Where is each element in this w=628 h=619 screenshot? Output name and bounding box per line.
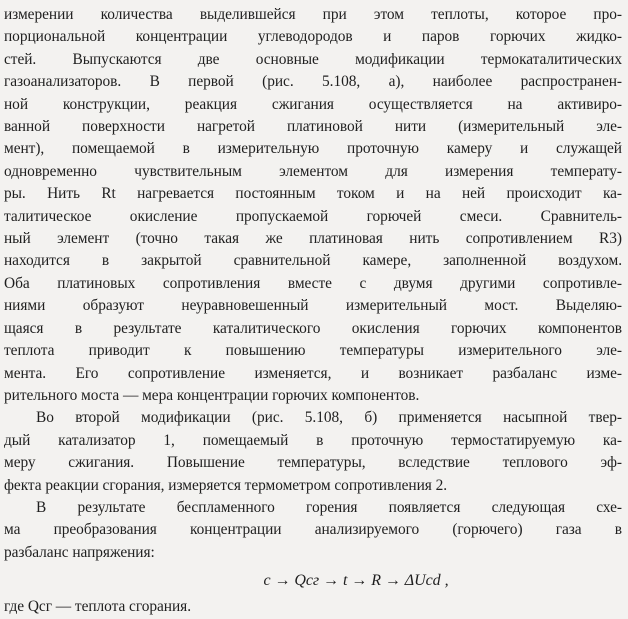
text-line: ма преобразования концентрации анализируемого (горючего) газа в: [4, 521, 622, 539]
text-line: одновременно чувствительным элементом для измерения температу-: [4, 162, 622, 180]
text-line: ный элемент (точно такая же платиновая нить сопротивлением R3): [4, 230, 622, 248]
body-text: [4, 4, 622, 619]
text-line: стей. Выпускаются две основные модификации термокаталитических: [4, 50, 622, 68]
text-line: В результате беспламенного горения появляется следующая схе-: [36, 498, 622, 516]
text-line: мент), помещаемой в измерительную проточную камеру и служащей: [4, 140, 622, 158]
text-line: рительного моста — мера концентрации горючих компонентов.: [4, 386, 420, 404]
text-line: теплота приводит к повышению температуры измерительного эле-: [4, 342, 622, 360]
text-line: ной конструкции, реакция сжигания осуществляется на активиро-: [4, 95, 622, 113]
text-line: фекта реакции сгорания, измеряется термометром сопротивления 2.: [4, 476, 448, 494]
text-line: разбаланс напряжения:: [4, 543, 155, 561]
text-line: щаяся в результате каталитического окисления горючих компонентов: [4, 319, 622, 337]
text-line: ванной поверхности нагретой платиновой нити (измерительный эле-: [4, 118, 622, 136]
text-line: Во второй модификации (рис. 5.108, б) применяется насыпной твер-: [36, 409, 622, 427]
text-line: измерении количества выделившейся при этом теплоты, которое про-: [4, 6, 622, 23]
formula-caption: где Qсг — теплота сгорания.: [4, 598, 191, 616]
text-line: Оба платиновых сопротивления вместе с двумя другими сопротивле-: [4, 274, 622, 292]
text-line: ры. Нить Rt нагревается постоянным током и на ней происходит ка-: [4, 185, 622, 203]
formula: c → Qсг → t → R → ΔUcd ,: [263, 572, 449, 590]
text-line: порциональной концентрации углеводородов и паров горючих жидко-: [4, 28, 622, 46]
text-line: мента. Его сопротивление изменяется, и возникает разбаланс изме-: [4, 364, 622, 382]
text-line: газоанализаторов. В первой (рис. 5.108, а), наиболее распространен-: [4, 73, 622, 91]
text-line: ниями образуют неуравновешенный измерительный мост. Выделяю-: [4, 297, 622, 315]
text-line: талитическое окисление пропускаемой горючей смеси. Сравнитель-: [4, 207, 622, 225]
text-line: дый катализатор 1, помещаемый в проточную термостатируемую ка-: [4, 431, 622, 449]
text-line: меру сжигания. Повышение температуры, вследствие теплового эф-: [4, 454, 622, 472]
text-line: находится в закрытой сравнительной камере, заполненной воздухом.: [4, 252, 622, 270]
